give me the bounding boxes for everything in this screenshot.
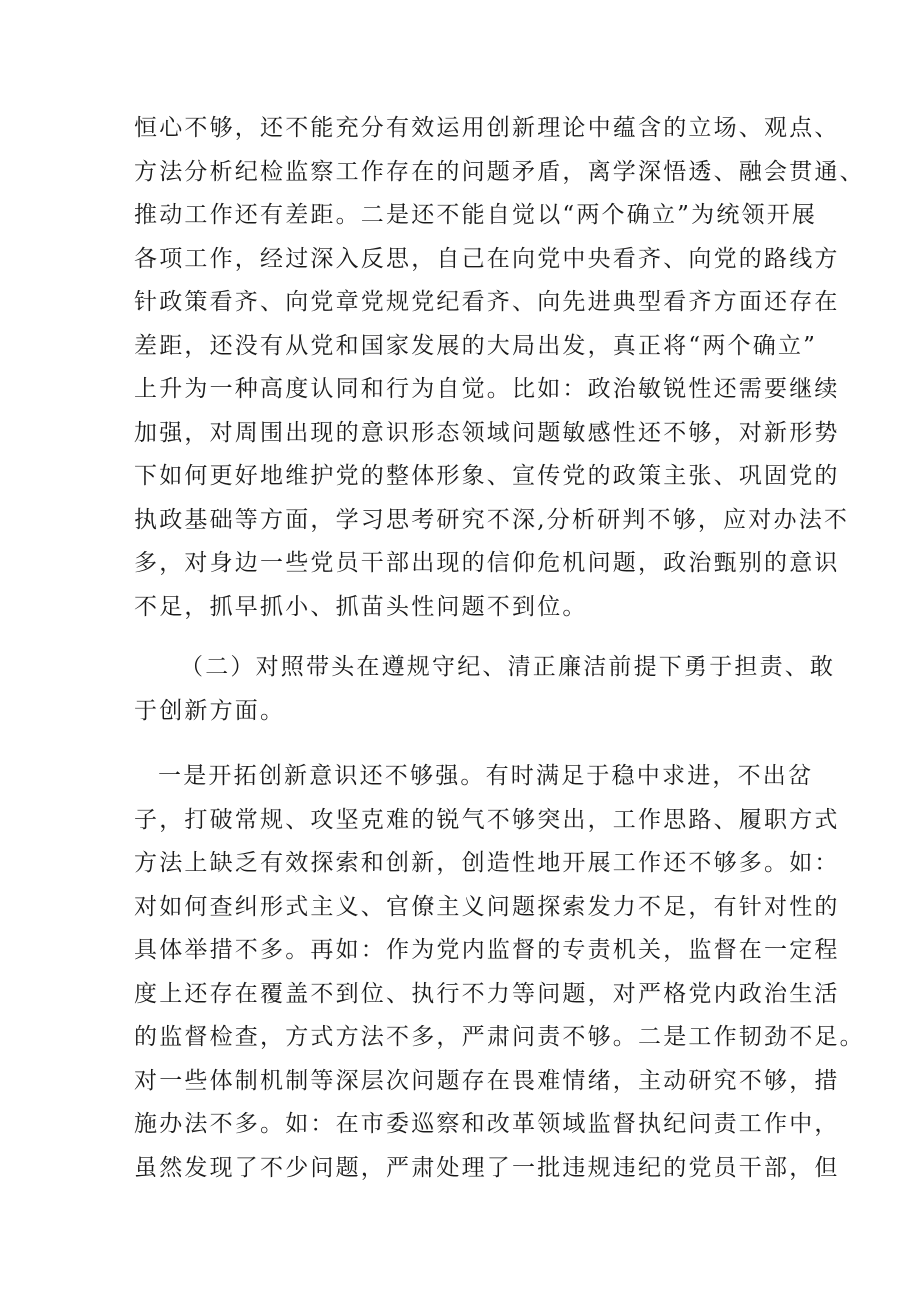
paragraph-line: 恒心不够，还不能充分有效运用创新理论中蕴含的立场、观点、 [134, 115, 840, 141]
paragraph-line: 加强，对周围出现的意识形态领域问题敏感性还不够，对新形势 [134, 419, 840, 446]
paragraph-1 [134, 107, 865, 629]
heading-line: 于创新方面。 [134, 697, 286, 724]
paragraph-line: 度上还存在覆盖不到位、执行不力等问题，对严格党内政治生活 [134, 980, 840, 1007]
paragraph-line: 上升为一种高度认同和行为自觉。比如：政治敏锐性还需要继续 [134, 376, 840, 402]
paragraph-line: 对如何查纠形式主义、官僚主义问题探索发力不足，有针对性的 [134, 893, 840, 920]
paragraph-line: 下如何更好地维护党的整体形象、宣传党的政策主张、巩固党的 [134, 463, 840, 489]
paragraph-line: 具体举措不多。再如：作为党内监督的专责机关，监督在一定程 [134, 937, 840, 963]
paragraph-line: 差距，还没有从党和国家发展的大局出发，真正将“两个确立” [134, 332, 818, 359]
heading-line: （二）对照带头在遵规守纪、清正廉洁前提下勇于担责、敢 [180, 654, 836, 680]
paragraph-line: 施办法不多。如：在市委巡察和改革领域监督执纪问责工作中， [134, 1111, 840, 1137]
paragraph-line: 针政策看齐、向党章党规党纪看齐、向先进典型看齐方面还存在 [134, 289, 840, 315]
paragraph-line: 虽然发现了不少问题，严肃处理了一批违规违纪的党员干部，但 [134, 1154, 840, 1181]
paragraph-line: 不足，抓早抓小、抓苗头性问题不到位。 [134, 593, 588, 620]
paragraph-2 [134, 755, 865, 1190]
paragraph-line: 各项工作，经过深入反思，自己在向党中央看齐、向党的路线方 [134, 245, 840, 272]
paragraph-line: 一是开拓创新意识还不够强。有时满足于稳中求进，不出岔 [158, 763, 814, 789]
paragraph-line: 方法上缺乏有效探索和创新，创造性地开展工作还不够多。如： [134, 850, 840, 876]
paragraph-line: 执政基础等方面，学习思考研究不深,分析研判不够，应对办法不 [134, 506, 850, 533]
paragraph-line: 方法分析纪检监察工作存在的问题矛盾，离学深悟透、融会贯通、 [134, 158, 865, 185]
paragraph-line: 推动工作还有差距。二是还不能自觉以“两个确立”为统领开展 [134, 202, 818, 228]
paragraph-line: 对一些体制机制等深层次问题存在畏难情绪，主动研究不够，措 [134, 1067, 840, 1094]
paragraph-line: 多，对身边一些党员干部出现的信仰危机问题，政治甄别的意识 [134, 550, 840, 576]
paragraph-line: 的监督检查，方式方法不多，严肃问责不够。二是工作韧劲不足。 [134, 1024, 865, 1050]
section-heading [134, 646, 836, 733]
paragraph-line: 子，打破常规、攻坚克难的锐气不够突出，工作思路、履职方式 [134, 806, 840, 833]
